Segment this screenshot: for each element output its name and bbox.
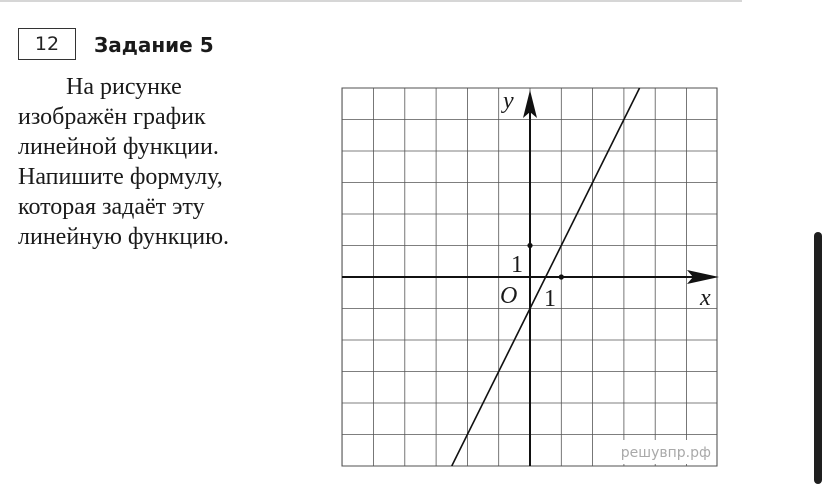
- task-text-line: линейную функцию.: [18, 224, 230, 250]
- task-number: 12: [34, 33, 60, 55]
- scrollbar[interactable]: [814, 232, 822, 484]
- task-text-line: линейной функции.: [18, 134, 219, 160]
- y-axis-label: y: [503, 88, 514, 114]
- task-text-line: Напишите формулу,: [18, 164, 223, 190]
- x-unit-label: 1: [544, 286, 556, 312]
- task-text-line: изображён график: [18, 104, 206, 130]
- origin-label: O: [500, 283, 518, 309]
- task-text-line: На рисунке: [66, 74, 182, 100]
- task-title: Задание 5: [94, 33, 214, 57]
- marked-point: [527, 243, 532, 248]
- marked-point: [559, 274, 564, 279]
- y-unit-label: 1: [511, 252, 523, 278]
- watermark: решувпр.рф: [620, 445, 711, 461]
- x-axis-label: x: [700, 285, 711, 311]
- task-text-line: которая задаёт эту: [18, 194, 205, 220]
